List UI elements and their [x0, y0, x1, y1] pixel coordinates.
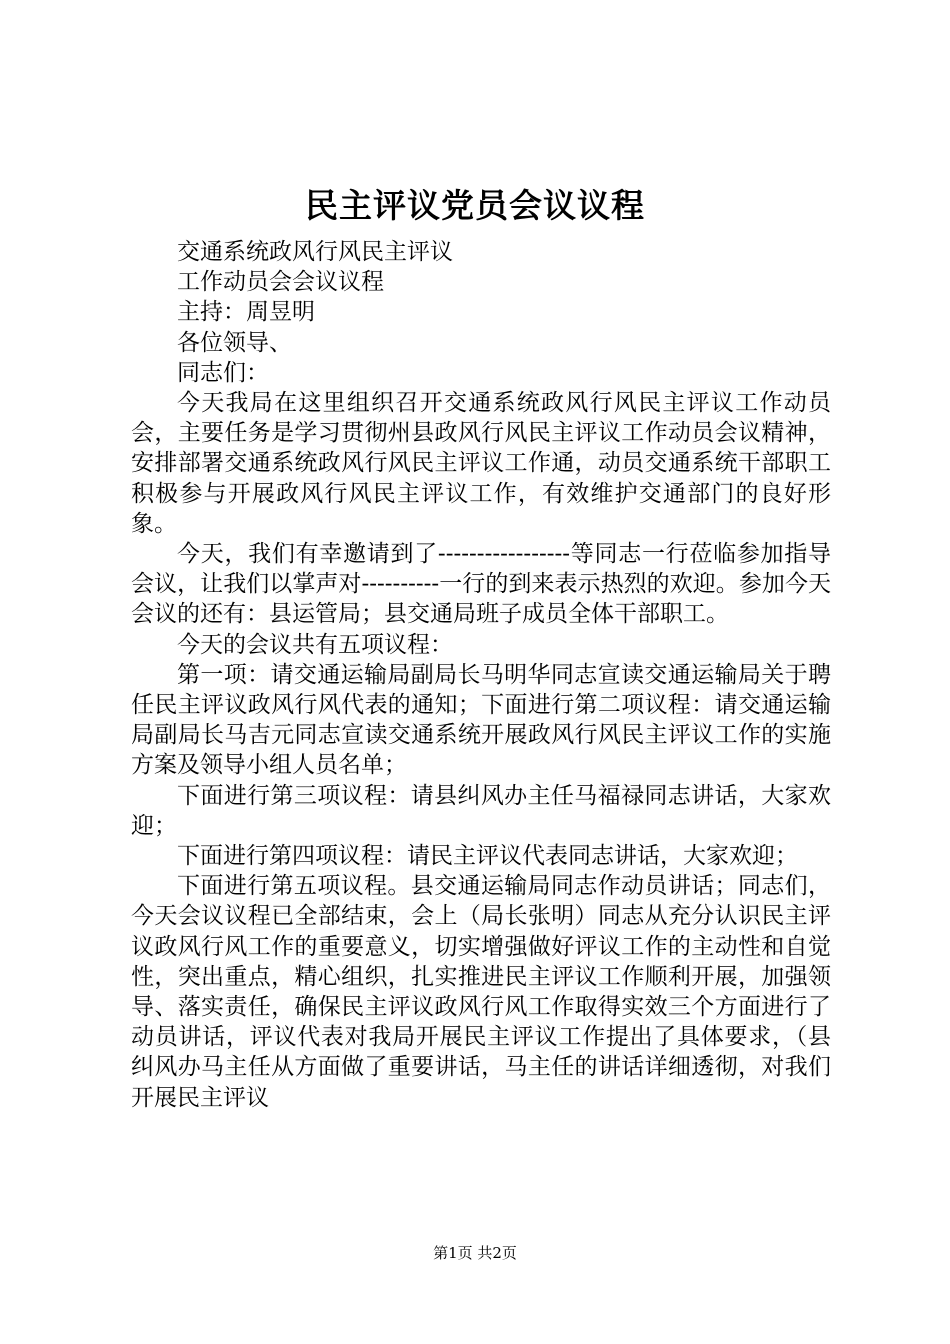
- body-paragraph: 工作动员会会议议程: [177, 269, 384, 296]
- document-title: 民主评议党员会议议程: [305, 186, 645, 225]
- body-paragraph: 今天的会议共有五项议程：: [177, 631, 453, 658]
- body-paragraph: 同志们：: [177, 359, 269, 386]
- body-paragraph: 下面进行第四项议程：请民主评议代表同志讲话，大家欢迎；: [177, 843, 798, 870]
- body-paragraph: 下面进行第三项议程：请县纠风办主任马福禄同志讲话，大家欢迎；: [131, 782, 831, 839]
- body-paragraph: 主持：周昱明: [177, 299, 315, 326]
- body-paragraph: 第一项：请交通运输局副局长马明华同志宣读交通运输局关于聘任民主评议政风行风代表的通知；下面进行第二项议程：请交通运输局副局长马吉元同志宣读交通系统开展政风行风民主评议工作的实施方案及领导小组人员名单；: [131, 661, 831, 779]
- body-paragraph: 交通系统政风行风民主评议: [177, 239, 453, 265]
- body-paragraph: 下面进行第五项议程。县交通运输局同志作动员讲话；同志们，今天会议议程已全部结束，会上（局长张明）同志从充分认识民主评议政风行风工作的重要意义，切实增强做好评议工作的主动性和自觉性，突出重点，精心组织，扎实推进民主评议工作顺利开展，加强领导、落实责任，确保民主评议政风行风工作取得实效三个方面进行了动员讲话，评议代表对我局开展民主评议工作提出了具体要求，（县纠风办马主任从方面做了重要讲话，马主任的讲话详细透彻，对我们开展民主评议: [131, 873, 831, 1111]
- document-body: [131, 237, 831, 1113]
- body-paragraph: 今天我局在这里组织召开交通系统政风行风民主评议工作动员会，主要任务是学习贯彻州县政风行风民主评议工作动员会议精神，安排部署交通系统政风行风民主评议工作通，动员交通系统干部职工积极参与开展政风行风民主评议工作，有效维护交通部门的良好形象。: [131, 390, 831, 537]
- body-paragraph: 今天，我们有幸邀请到了-----------------等同志一行莅临参加指导会议，让我们以掌声对----------一行的到来表示热烈的欢迎。参加今天会议的还有：县运管局；县交通局班子成员全体干部职工。: [131, 541, 831, 628]
- page-footer: 第1页 共2页: [433, 1244, 517, 1262]
- body-paragraph: 各位领导、: [177, 329, 292, 356]
